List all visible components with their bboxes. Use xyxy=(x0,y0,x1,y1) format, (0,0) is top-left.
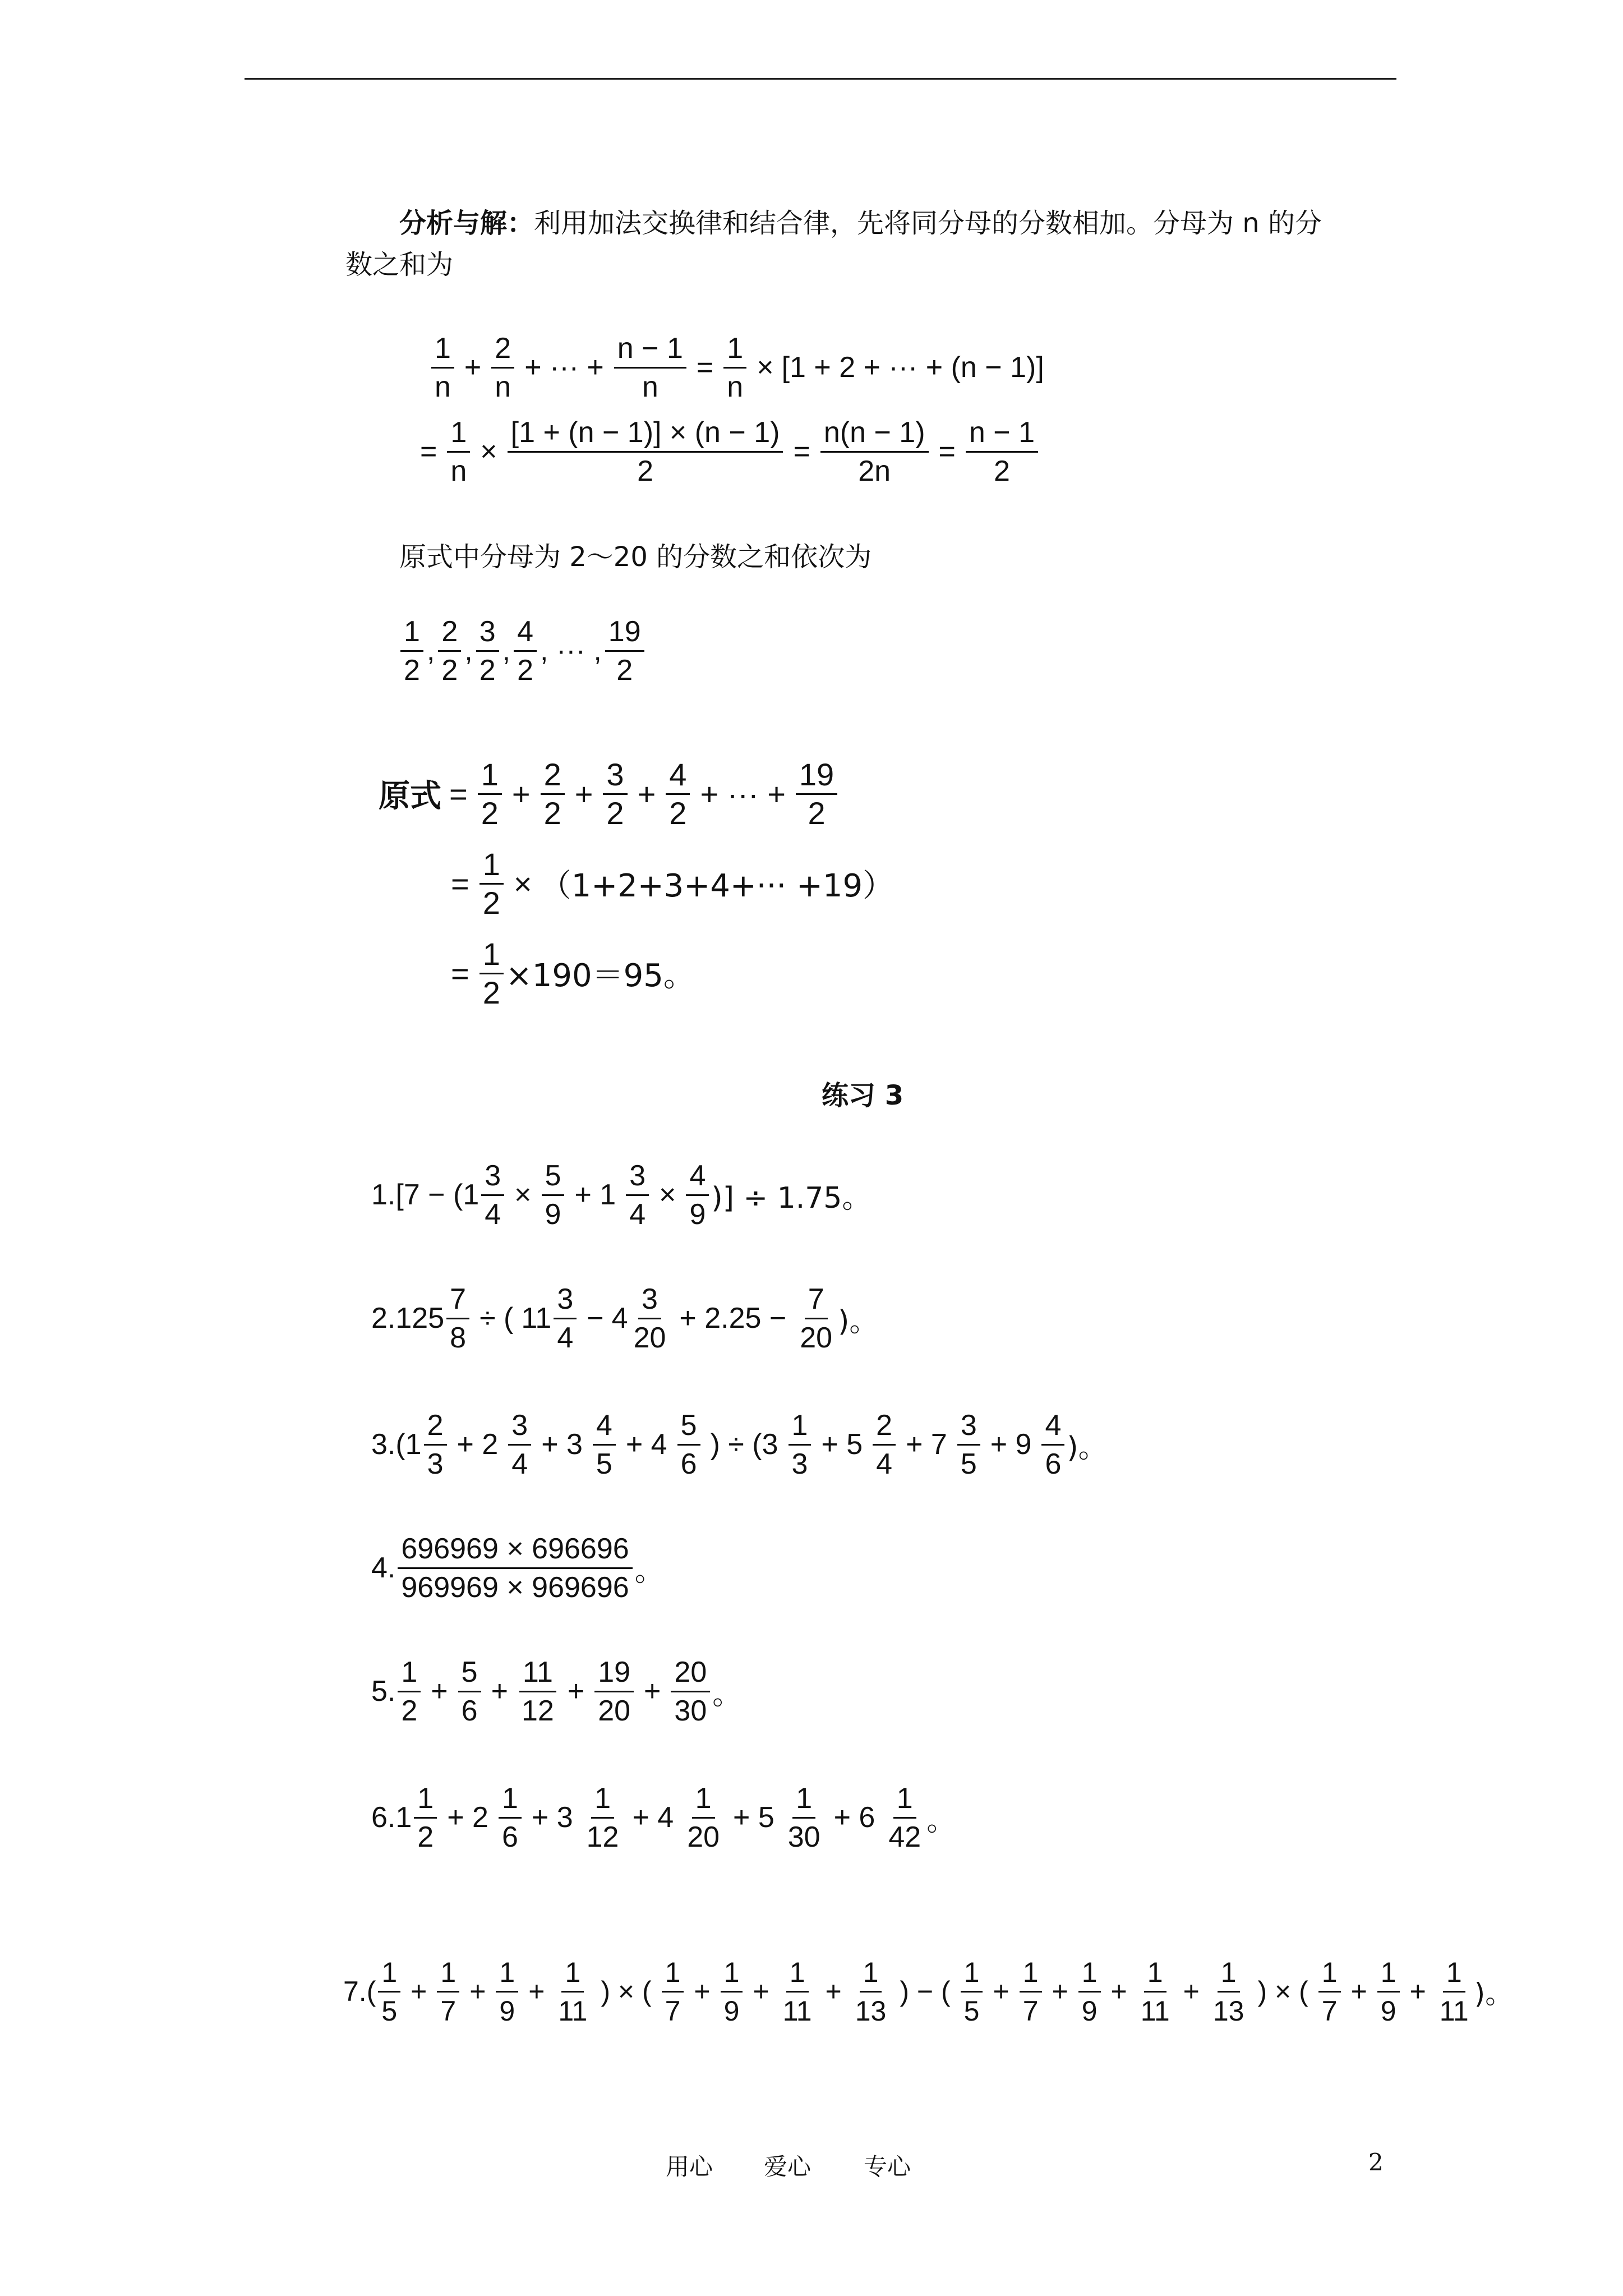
fraction: $\frac{1}{11}$ xyxy=(1436,1954,1472,2030)
fraction: $\frac{19}{2}$ xyxy=(796,756,837,832)
fraction: $\frac{2}{n}$ xyxy=(491,330,514,406)
fraction: 1 7 xyxy=(662,1954,684,2030)
exercise-7: 7.( 1 5 + $\frac{1}{7}$ + $\frac{1}{9}$ + $\frac{1}{11}$ ) × ( 1 7 + $\frac{1}{9}$ + $\frac{1}{11}$ + $\frac{1}{13}$ ) − ( 1 5 + $\frac{1}{7}$ + $\frac{1}{9}$ + $\frac{1}{11}$ + $\frac{1}{13}$ ) × ( 1 7 + $\frac{1}{9}$ + $\frac{1}{11}$ )。 xyxy=(343,1952,1513,2031)
fraction: $\frac{1}{7}$ xyxy=(1020,1954,1042,2030)
original-line-1: 原式 = $\frac{1}{2}$ + $\frac{2}{2}$ + $\frac{3}{2}$ + $\frac{4}{2}$ + ··· + $\frac{19}{2}$ xyxy=(379,752,840,836)
fraction: $\frac{4}{9}$ xyxy=(686,1157,709,1233)
exercise-3: 3.(1 2 3 + 2 3 4 + 3 4 5 + 4 5 6 ) ÷ (3 1 3 + 5 2 4 + 7 3 5 + 9 4 6 )。 xyxy=(371,1405,1108,1484)
fraction: $\frac{11}{12}$ xyxy=(518,1654,557,1729)
fraction: $\frac{1}{9}$ xyxy=(496,1954,518,2030)
exercise-1: 1.[7 − (1 $\frac{3}{4}$ × $\frac{5}{9}$ + 1 $\frac{3}{4}$ × $\frac{4}{9}$ )] ÷ 1.75。 xyxy=(371,1156,871,1234)
fraction: $\frac{5}{6}$ xyxy=(458,1654,481,1729)
analysis-text-1: 利用加法交换律和结合律，先将同分母的分数相加。分母为 n 的分 xyxy=(534,208,1322,239)
fraction: $\frac{3}{2}$ xyxy=(603,756,627,832)
footer-item-3: 专心 xyxy=(864,2153,911,2180)
fraction: $\frac{7}{20}$ xyxy=(796,1281,836,1356)
exercise-4: 4. 696969 × 696696 969969 × 969696 。 xyxy=(371,1529,664,1607)
exercise-title: 练习 3 xyxy=(822,1080,904,1111)
fraction: 1 7 xyxy=(1318,1954,1341,2030)
fraction: 1 42 xyxy=(885,1780,924,1856)
fraction: 1 2 xyxy=(400,613,423,689)
analysis-label: 分析与解： xyxy=(399,208,534,239)
fraction: 3 20 xyxy=(630,1281,670,1356)
fraction: 19 2 xyxy=(605,613,644,689)
fraction: 1 5 xyxy=(961,1954,983,2030)
fraction: 4 2 xyxy=(514,613,537,689)
original-line-3: = $\frac{1}{2}$ ×190＝95。 xyxy=(451,936,695,1010)
fraction: $\frac{1}{11}$ xyxy=(555,1954,591,2030)
fraction: 4 5 xyxy=(593,1407,616,1483)
fraction: 1 2 xyxy=(414,1780,437,1856)
fraction: $\frac{1}{13}$ xyxy=(852,1954,890,2030)
fraction: 3 4 xyxy=(554,1281,577,1356)
fraction: $\frac{n - 1}{2}$ xyxy=(966,414,1038,490)
fraction: 1 n xyxy=(431,330,454,406)
fraction: $\frac{1}{9}$ xyxy=(1377,1954,1400,2030)
analysis-paragraph-line1 xyxy=(399,202,1322,245)
fraction: $\frac{5}{9}$ xyxy=(542,1157,565,1233)
fraction: $\frac{4}{2}$ xyxy=(666,756,690,832)
fraction: 1 30 xyxy=(785,1780,824,1856)
fraction: 4 6 xyxy=(1041,1407,1064,1483)
fraction: 1 6 xyxy=(499,1780,522,1856)
bracket-sum: [1 + 2 + ··· + (n − 1)] xyxy=(781,351,1044,384)
derivation-line-2: = $\frac{1}{n}$ × $\frac{[1 + (n - 1)] \times (n - 1)}{2}$ = $\frac{n(n - 1)}{2n}$ = $\frac{n - 1}{2}$ xyxy=(412,409,1040,494)
fraction: $\frac{3}{4}$ xyxy=(481,1157,504,1233)
paragraph-sum-description: 原式中分母为 2～20 的分数之和依次为 xyxy=(399,541,872,573)
fraction: $\frac{7}{8}$ xyxy=(446,1281,469,1356)
exercise-6: 6.1 1 2 + 2 1 6 + 3 1 12 + 4 1 20 + 5 1 30 + 6 1 42 。 xyxy=(371,1778,956,1857)
fraction: $\frac{1}{13}$ xyxy=(1210,1954,1248,2030)
fraction: 1 3 xyxy=(789,1407,811,1483)
fraction: $\frac{1}{11}$ xyxy=(1137,1954,1173,2030)
fraction: $\frac{20}{30}$ xyxy=(671,1654,710,1729)
fraction: $\frac{1}{11}$ xyxy=(780,1954,815,2030)
original-line-2: = $\frac{1}{2}$ × （1+2+3+4+··· +19） xyxy=(451,846,895,921)
fraction: 2 4 xyxy=(873,1407,896,1483)
fraction: $\frac{1}{9}$ xyxy=(721,1954,743,2030)
fraction: 3 5 xyxy=(957,1407,980,1483)
fraction: 3 2 xyxy=(476,613,499,689)
fraction: $\frac{1}{2}$ xyxy=(479,846,504,922)
exercise-5: 5. 1 2 + $\frac{5}{6}$ + $\frac{11}{12}$ + $\frac{19}{20}$ + $\frac{20}{30}$ 。 xyxy=(371,1652,741,1731)
fraction: 1 5 xyxy=(378,1954,400,2030)
page-number: 2 xyxy=(1368,2148,1384,2176)
fraction: $\frac{1}{9}$ xyxy=(1078,1954,1101,2030)
fraction: $\frac{n(n - 1)}{2n}$ xyxy=(820,414,929,490)
fraction: $\frac{3}{4}$ xyxy=(626,1157,649,1233)
fraction: $\frac{1}{n}$ xyxy=(723,330,746,406)
fraction: $\frac{2}{2}$ xyxy=(541,756,565,832)
exercise-2: 2.125 $\frac{7}{8}$ ÷ ( 11 3 4 − 4 3 20 + 2.25 − $\frac{7}{20}$ )。 xyxy=(371,1279,878,1358)
fraction: $\frac{1}{2}$ xyxy=(479,936,504,1011)
original-label: 原式 xyxy=(379,778,441,815)
fraction: 1 20 xyxy=(684,1780,723,1856)
fraction: $\frac{1}{7}$ xyxy=(437,1954,459,2030)
fraction: 1 12 xyxy=(583,1780,623,1856)
analysis-paragraph-line2: 数之和为 xyxy=(345,249,454,280)
result: ×190＝95。 xyxy=(505,958,695,994)
fraction: $\frac{[1 + (n - 1)] \times (n - 1)}{2}$ xyxy=(508,414,783,490)
fraction: 696969 × 696696 969969 × 969696 xyxy=(398,1530,632,1606)
fraction: 1 2 xyxy=(398,1654,421,1729)
derivation-line-1: 1 n + $\frac{2}{n}$ + ··· + $\frac{n - 1}{n}$ = $\frac{1}{n}$ × [1 + 2 + ··· + (n − 1)] xyxy=(429,325,1044,409)
fraction: $\frac{1}{n}$ xyxy=(447,414,470,490)
fraction: $\frac{19}{20}$ xyxy=(594,1654,634,1729)
fraction-sequence: 1 2 , 2 2 , 3 2 , 4 2 , ··· , 19 2 xyxy=(398,606,647,696)
fraction: 2 3 xyxy=(424,1407,447,1483)
header-rule xyxy=(245,78,1396,80)
sum-parenthesis: （1+2+3+4+··· +19） xyxy=(540,868,895,904)
fraction: $\frac{n - 1}{n}$ xyxy=(614,330,686,406)
footer-item-2: 爱心 xyxy=(764,2153,811,2180)
fraction: 2 2 xyxy=(438,613,461,689)
fraction: 5 6 xyxy=(677,1407,700,1483)
footer-item-1: 用心 xyxy=(666,2153,713,2180)
fraction: $\frac{1}{2}$ xyxy=(478,756,502,832)
fraction: 3 4 xyxy=(508,1407,531,1483)
